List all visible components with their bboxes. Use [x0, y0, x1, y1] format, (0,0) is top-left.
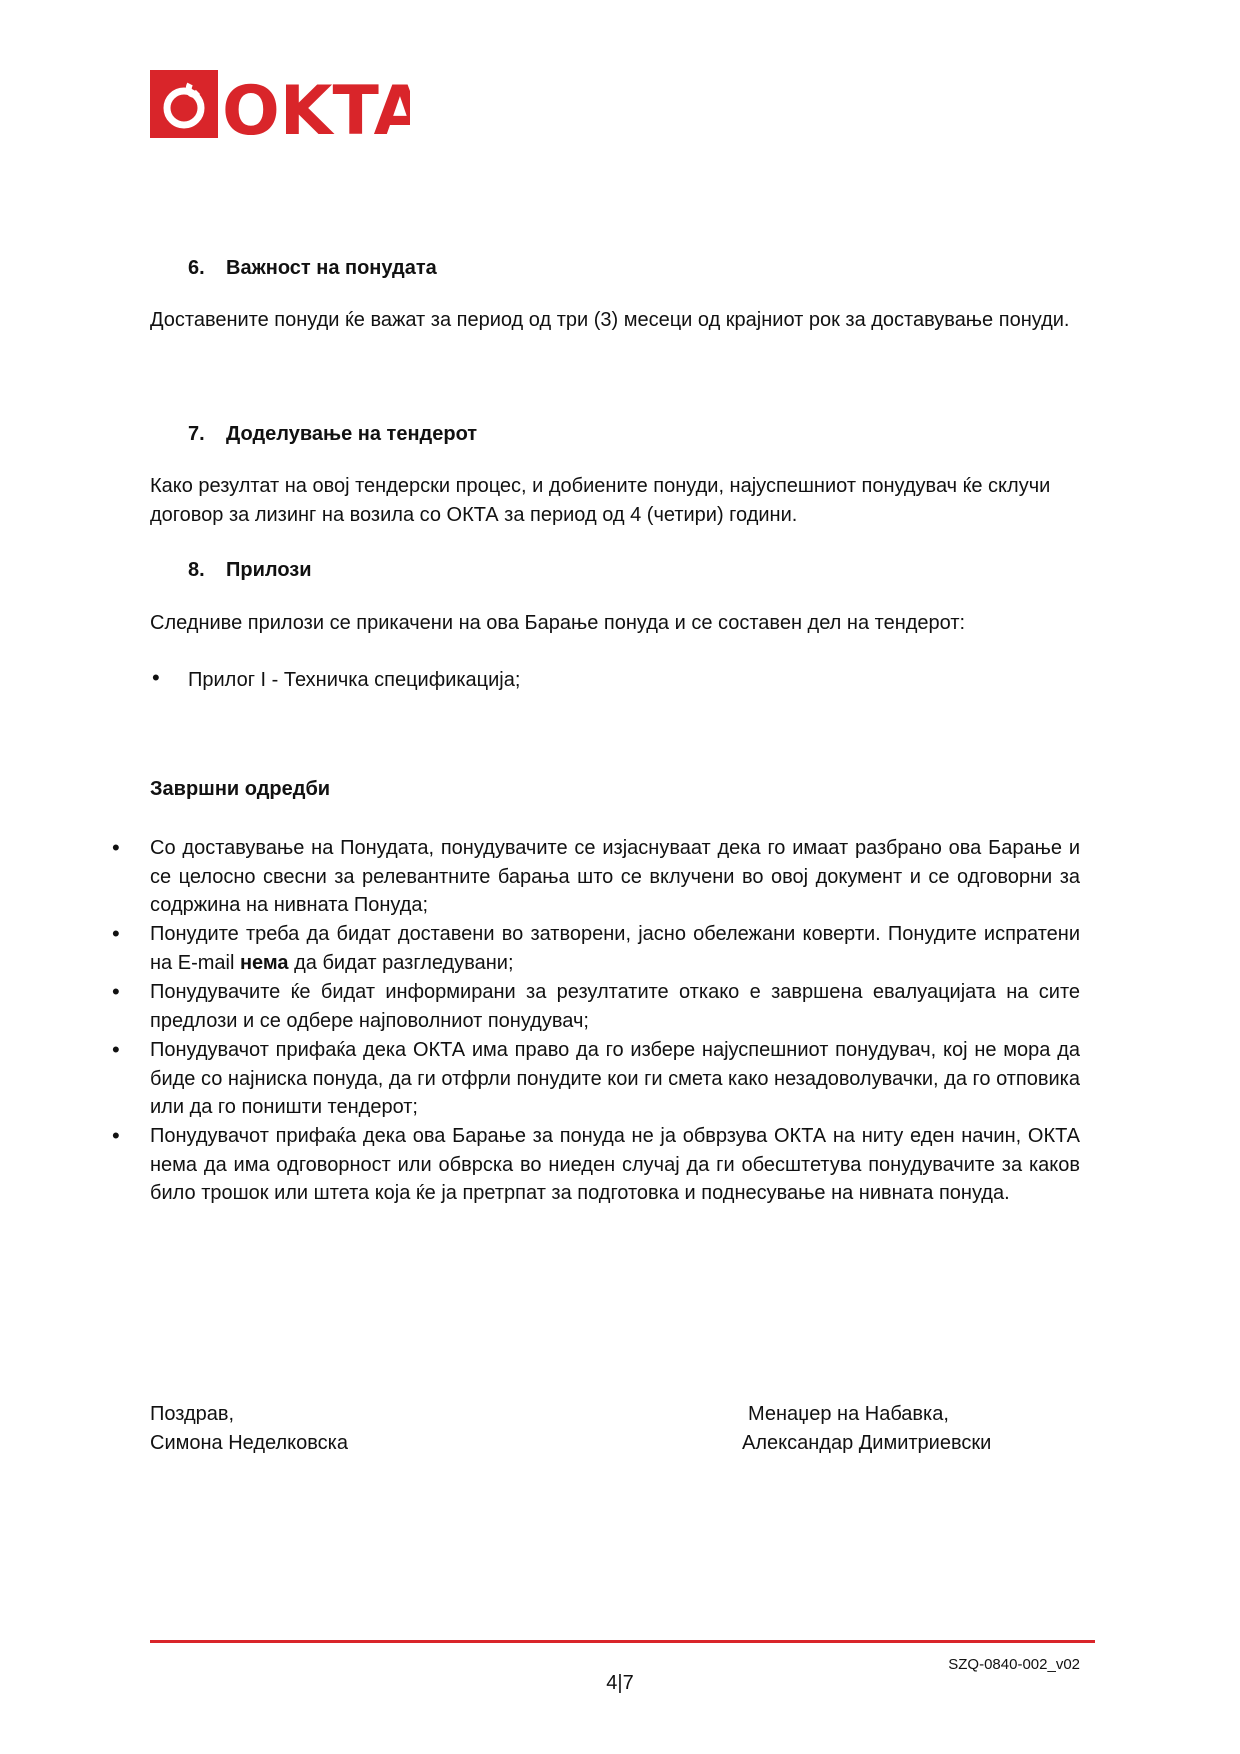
bullet-dot: •: [112, 835, 120, 860]
section-title: Доделување на тендерот: [226, 423, 478, 445]
logo-wordmark: OKTA: [222, 72, 410, 140]
section-number: 6.: [188, 257, 205, 279]
final-item-5: Понудувачот прифаќа дека ова Барање за понуда не ја обврзува ОКТА на ниту еден начин, ОКТА нема да има одговорност или обврска во ниеден случај да ги обесштетува понудувачите за каков било трошок или штета која ќе ја претрпат за подготовка и поднесување на нивната понуда.: [150, 1125, 1080, 1204]
page-number: 4|7: [606, 1672, 634, 1694]
section-number: 8.: [188, 559, 205, 581]
section-title: Важност на понудата: [226, 257, 437, 279]
section-8-heading: [188, 556, 312, 584]
bullet-dot: •: [112, 921, 120, 946]
signatory-name-right: Александар Димитриевски: [742, 1431, 992, 1454]
bullet-dot: •: [152, 665, 160, 690]
final-item-3: Понудувачите ќе бидат информирани за резултатите откако е завршена евалуацијата на сите предлози и се одбере најповолниот понудувач;: [150, 981, 1080, 1032]
section-number: 7.: [188, 423, 205, 445]
section-6-heading: [188, 254, 437, 282]
section-title: Прилози: [226, 559, 312, 581]
okta-logo: [150, 70, 410, 140]
signature-right: [742, 1400, 1082, 1457]
final-item-2-text-a: Понудите треба да бидат доставени во затворени, јасно обележани коверти. Понудите испратени на E-mail: [150, 923, 1080, 974]
final-item-1: Со доставување на Понудата, понудувачите се изјаснуваат дека го имаат разбрано ова Барање и се целосно свесни за релевантните барања што се вклучени во овој документ и се одговорни за содржина на нивната Понуда;: [150, 837, 1080, 916]
signatory-role: Менаџер на Набавка,: [748, 1403, 949, 1425]
section-7-heading: [188, 420, 477, 448]
greeting: Поздрав,: [150, 1403, 235, 1425]
bullet-dot: •: [112, 1037, 120, 1062]
signature-left: [150, 1400, 550, 1457]
section-7-paragraph: Како резултат на овој тендерски процес, и добиените понуди, најуспешниот понудувач ќе склучи договор за лизинг на возила со ОКТА за период од 4 (четири) години.: [150, 475, 1051, 526]
bullet-dot: •: [112, 979, 120, 1004]
signatory-name-left: Симона Неделковска: [150, 1431, 348, 1454]
final-item-2: [150, 920, 1080, 977]
section-6-paragraph: Доставените понуди ќе важат за период од три (3) месеци од крајниот рок за доставување понуди.: [150, 309, 1070, 331]
final-provisions-heading: Завршни одредби: [150, 778, 331, 800]
final-item-2-bold: нема: [239, 951, 289, 974]
footer-divider: [150, 1640, 1095, 1643]
document-code: SZQ-0840-002_v02: [948, 1656, 1080, 1673]
section-8-paragraph: Следниве прилози се прикачени на ова Барање понуда и се составен дел на тендерот:: [150, 612, 966, 634]
bullet-dot: •: [112, 1123, 120, 1148]
attachment-item: Прилог I - Техничка спецификација;: [188, 669, 521, 691]
final-item-4: Понудувачот прифаќа дека ОКТА има право да го избере најуспешниот понудувач, кој не мора да биде со најниска понуда, да ги отфрли понудите кои ги смета како незадоволувачки, да го отповика или да го поништи тендерот;: [150, 1039, 1080, 1118]
final-item-2-text-b: да бидат разгледувани;: [288, 951, 514, 974]
